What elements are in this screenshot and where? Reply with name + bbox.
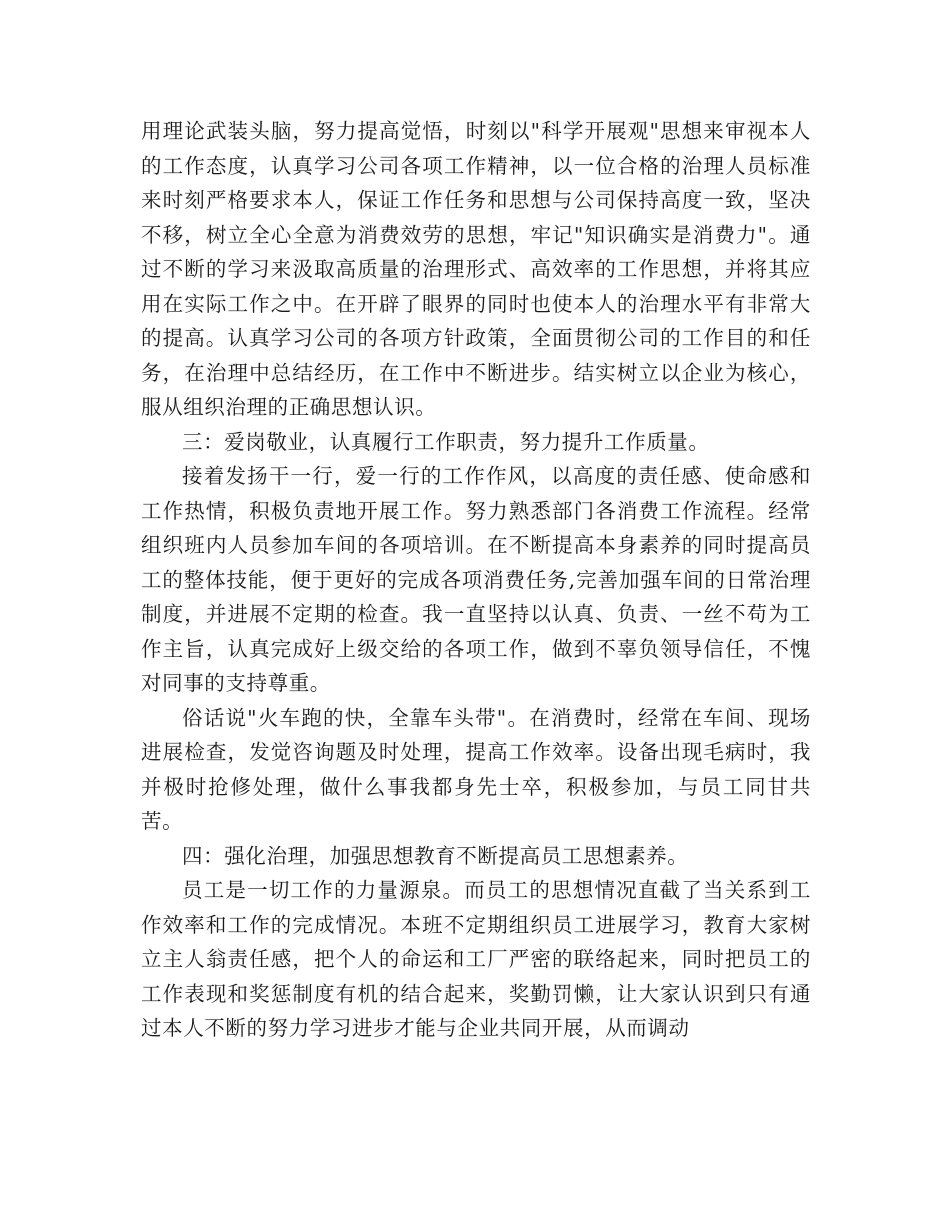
paragraph-4: 员工是一切工作的力量源泉。而员工的思想情况直截了当关系到工作效率和工作的完成情况。本班不定期组织员工进展学习，教育大家树立主人翁责任感，把个人的命运和工厂严密的联络起来，同时把员工的工作表现和奖惩制度有机的结合起来，奖勤罚懒，让大家认识到只有通过本人不断的努力学习进步才能与企业共同开展，从而调动 xyxy=(141,878,811,1040)
section-heading-three: 三：爱岗敬业，认真履行工作职责，努力提升工作质量。 xyxy=(182,429,710,454)
document-page xyxy=(141,114,811,1046)
paragraph-3: 俗话说"火车跑的快，全靠车头带"。在消费时，经常在车间、现场进展检查，发觉咨询题及时处理，提高工作效率。设备出现毛病时，我并极时抢修处理，做什么事我都身先士卒，积极参加，与员工同甘共苦。 xyxy=(141,705,811,833)
section-heading-four: 四：强化治理，加强思想教育不断提高员工思想素养。 xyxy=(182,843,689,868)
paragraph-2: 接着发扬干一行，爱一行的工作作风，以高度的责任感、使命感和工作热情，积极负责地开展工作。努力熟悉部门各消费工作流程。经常组织班内人员参加车间的各项培训。在不断提高本身素养的同时提高员工的整体技能，便于更好的完成各项消费任务,完善加强车间的日常治理制度，并进展不定期的检查。我一直坚持以认真、负责、一丝不苟为工作主旨，认真完成好上级交给的各项工作，做到不辜负领导信任，不愧对同事的支持尊重。 xyxy=(141,464,811,695)
paragraph-1: 用理论武装头脑，努力提高觉悟，时刻以"科学开展观"思想来审视本人的工作态度，认真学习公司各项工作精神，以一位合格的治理人员标准来时刻严格要求本人，保证工作任务和思想与公司保持高度一致，坚决不移，树立全心全意为消费效劳的思想，牢记"知识确实是消费力"。通过不断的学习来汲取高质量的治理形式、高效率的工作思想，并将其应用在实际工作之中。在开辟了眼界的同时也使本人的治理水平有非常大的提高。认真学习公司的各项方针政策，全面贯彻公司的工作目的和任务，在治理中总结经历，在工作中不断进步。结实树立以企业为核心，服从组织治理的正确思想认识。 xyxy=(141,119,811,419)
